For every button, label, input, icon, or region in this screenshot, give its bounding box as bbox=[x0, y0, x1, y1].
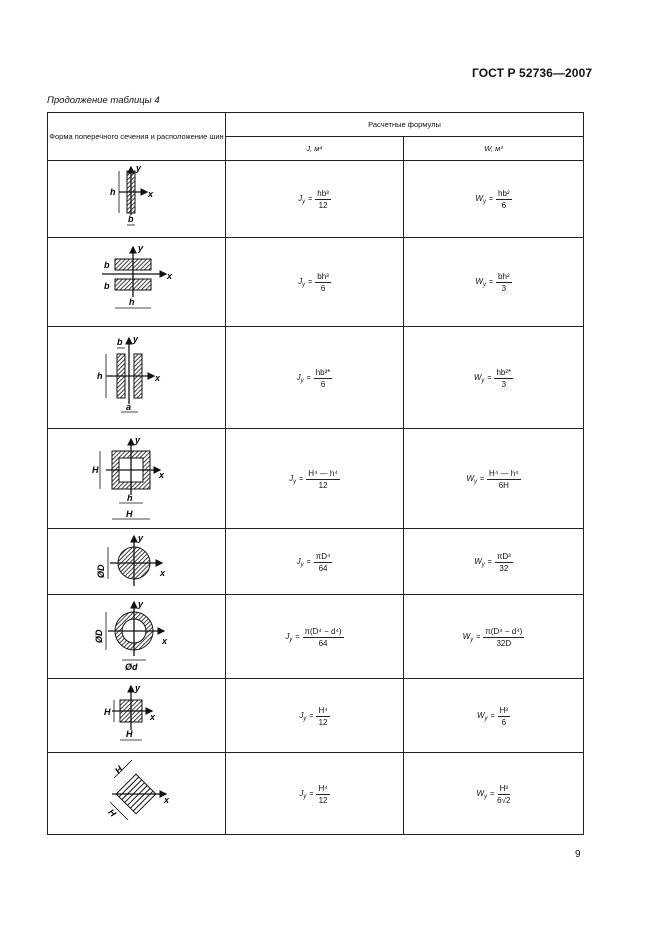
formula-j: $J_y$ = $\frac{\text{H⁴}}{12}$ bbox=[299, 783, 328, 805]
formula-w: $W_y$ = $\frac{\text{πD³}}{32}$ bbox=[474, 551, 511, 573]
svg-text:H: H bbox=[125, 508, 132, 519]
shape-hollow-circle bbox=[48, 595, 226, 679]
svg-text:b: b bbox=[116, 336, 122, 347]
formula-w: $W_y$ = $\frac{\text{hb²*}}{3}$ bbox=[473, 367, 512, 389]
formula-w: $W_y$ = $\frac{\text{π(D⁴ − d⁴)}}{32D}$ bbox=[462, 626, 523, 648]
svg-text:h: h bbox=[96, 370, 102, 381]
formula-j: $J_y$ = $\frac{\text{hb³*}}{6}$ bbox=[296, 367, 331, 389]
svg-text:y: y bbox=[137, 532, 143, 543]
svg-text:H: H bbox=[91, 464, 98, 475]
svg-text:H: H bbox=[125, 728, 132, 739]
table-row bbox=[48, 529, 584, 595]
svg-text:b: b bbox=[103, 281, 109, 291]
formula-j: $J_y$ = $\frac{\text{H⁴ — h⁴}}{12}$ bbox=[289, 468, 338, 490]
svg-text:H: H bbox=[112, 763, 125, 776]
svg-text:h: h bbox=[128, 297, 134, 307]
table-row bbox=[48, 753, 584, 835]
document-id: ГОСТ Р 52736—2007 bbox=[472, 66, 593, 80]
formula-w: $W_y$ = $\frac{\text{hb²}}{6}$ bbox=[475, 189, 510, 210]
formula-table bbox=[47, 112, 584, 835]
page-number: 9 bbox=[575, 849, 581, 860]
table-row bbox=[48, 238, 584, 327]
header-shape: Форма поперечного сечения и расположение шин bbox=[48, 113, 226, 161]
formula-j: $J_y$ = $\frac{\text{bh³}}{6}$ bbox=[298, 272, 329, 293]
svg-text:h: h bbox=[126, 492, 132, 503]
svg-text:Ød: Ød bbox=[124, 661, 137, 672]
shape-solid-square bbox=[48, 679, 226, 753]
formula-w: $W_y$ = $\frac{\text{H⁴ — h⁴}}{6H}$ bbox=[466, 468, 519, 490]
formula-j: $J_y$ = $\frac{\text{H⁴}}{12}$ bbox=[299, 705, 328, 727]
table-row bbox=[48, 429, 584, 529]
svg-text:x: x bbox=[159, 567, 165, 578]
table-row bbox=[48, 595, 584, 679]
shape-single-bar bbox=[48, 161, 226, 238]
svg-text:y: y bbox=[134, 434, 140, 445]
formula-w: $W_y$ = $\frac{\text{H³}}{6}$ bbox=[476, 705, 509, 727]
svg-text:x: x bbox=[154, 372, 160, 383]
svg-text:y: y bbox=[135, 163, 141, 173]
formula-w: $W_y$ = $\frac{\text{H³}}{6√2}$ bbox=[476, 783, 511, 805]
svg-text:h: h bbox=[109, 187, 115, 197]
formula-j: $J_y$ = $\frac{\text{πD⁴}}{64}$ bbox=[296, 551, 331, 573]
svg-text:x: x bbox=[161, 635, 167, 646]
svg-text:x: x bbox=[166, 271, 172, 281]
svg-text:y: y bbox=[137, 598, 143, 609]
shape-two-bars-flat bbox=[48, 238, 226, 327]
svg-text:x: x bbox=[163, 794, 169, 805]
svg-text:b: b bbox=[103, 260, 109, 270]
svg-text:H: H bbox=[103, 706, 110, 717]
svg-text:x: x bbox=[158, 469, 164, 480]
table-caption: Продолжение таблицы 4 bbox=[47, 95, 160, 106]
svg-text:b: b bbox=[127, 214, 133, 224]
formula-j: $J_y$ = $\frac{\text{hb³}}{12}$ bbox=[298, 189, 329, 210]
svg-text:ØD: ØD bbox=[95, 564, 106, 578]
svg-text:x: x bbox=[147, 189, 153, 199]
svg-text:H: H bbox=[105, 806, 118, 819]
svg-text:y: y bbox=[134, 682, 140, 693]
shape-two-bars-on-edge bbox=[48, 327, 226, 429]
svg-text:y: y bbox=[132, 333, 138, 344]
svg-text:ØD: ØD bbox=[93, 629, 104, 643]
header-formulas: Расчетные формулы bbox=[226, 113, 584, 137]
formula-w: $W_y$ = $\frac{\text{bh²}}{3}$ bbox=[475, 272, 510, 293]
svg-text:y: y bbox=[137, 243, 143, 253]
table-row bbox=[48, 161, 584, 238]
shape-solid-circle bbox=[48, 529, 226, 595]
shape-hollow-square bbox=[48, 429, 226, 529]
table-row bbox=[48, 327, 584, 429]
table-row bbox=[48, 679, 584, 753]
svg-text:a: a bbox=[125, 401, 131, 412]
header-w: W, м³ bbox=[404, 137, 584, 161]
svg-text:x: x bbox=[149, 711, 155, 722]
formula-j: $J_y$ = $\frac{\text{π(D⁴ − d⁴)}}{64}$ bbox=[285, 626, 342, 648]
header-j: J, м⁴ bbox=[226, 137, 404, 161]
shape-rotated-square bbox=[48, 753, 226, 835]
